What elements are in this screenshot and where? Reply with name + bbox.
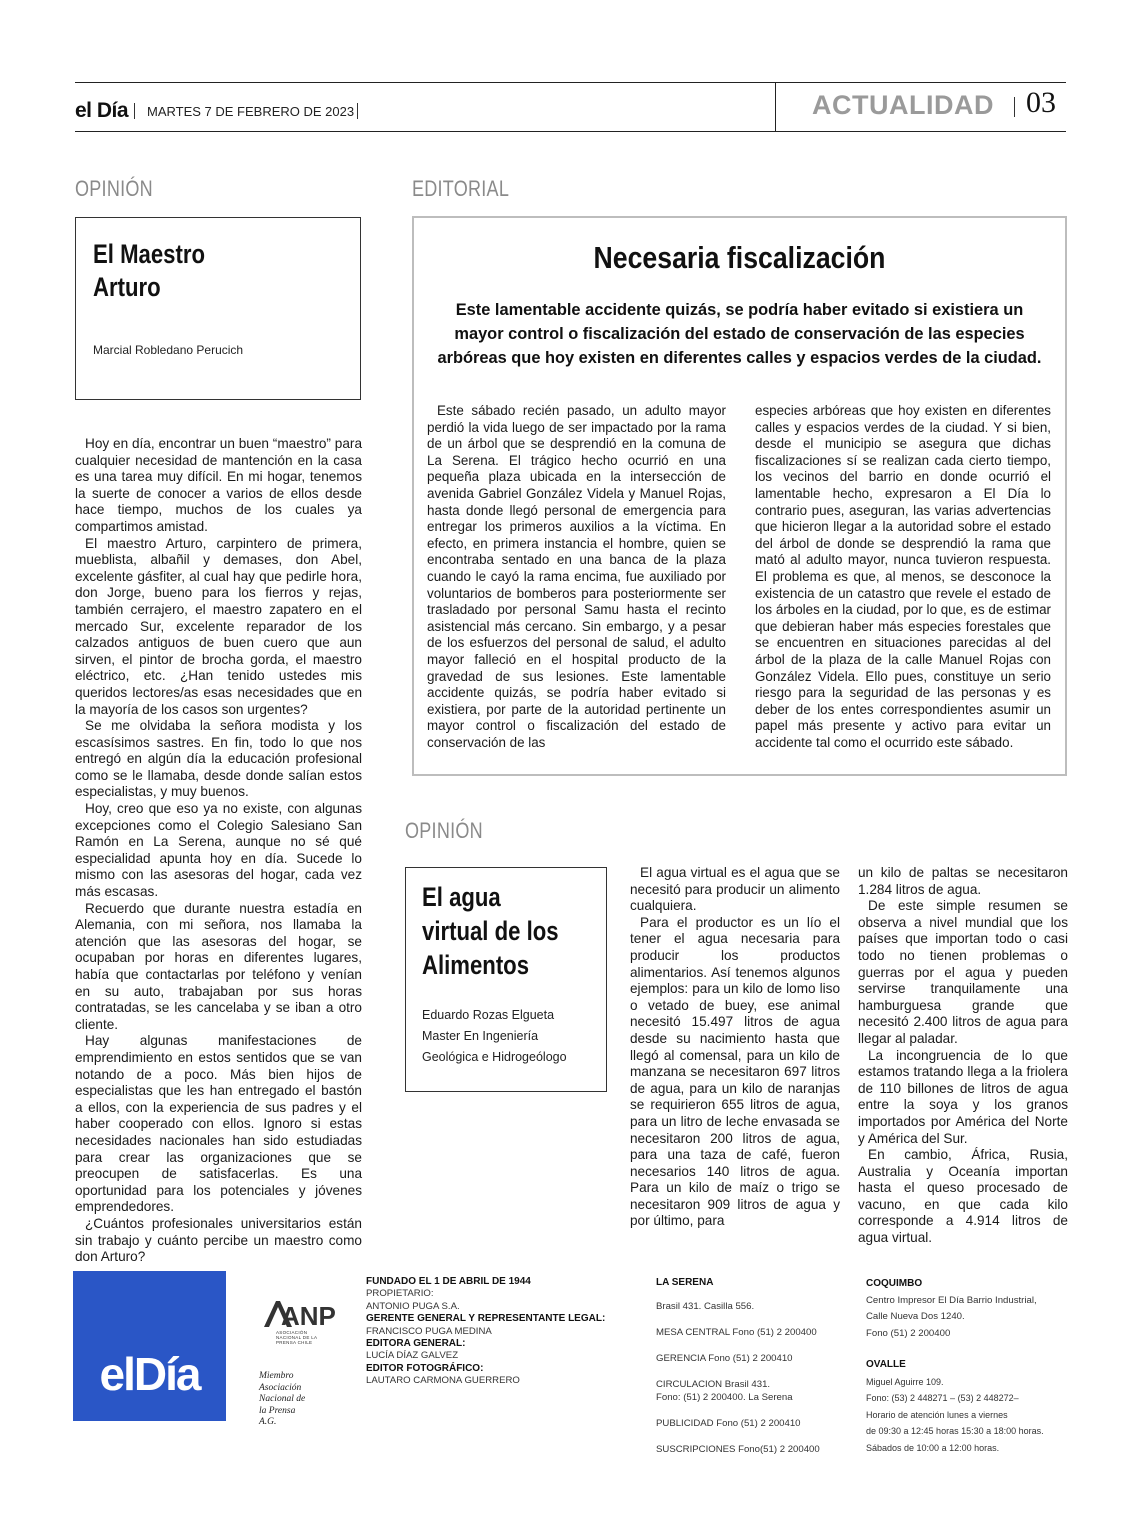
paragraph: Hay algunas manifestaciones de emprendimiento en estos sentidos que se van notando de a poco. Más bien hijos de especialistas que les han entregado el bastón a ellos, con la experiencia de sus padres y el haber cooperado con ellos. Ignoro si estas necesidades nacionales han sido estudiadas para crear las organizaciones que se preocupen de satisfacerlas. Es una oportunidad para los potenciales y jóvenes emprendedores. xyxy=(75,1033,362,1215)
header-bottom-rule xyxy=(75,131,1066,132)
opinion-body xyxy=(75,436,362,1266)
anp-logo xyxy=(262,1297,336,1354)
anp-membership: Miembro Asociación Nacional de la Prensa A.G. xyxy=(259,1371,306,1427)
editorial-title: Necesaria fiscalización xyxy=(593,240,886,275)
paragraph: El agua virtual es el agua que se necesitó para producir un alimento cualquiera. xyxy=(630,865,840,914)
paragraph: De este simple resumen se observa a nivel mundial que los países que importan todo o casi todo no tienen problemas o guerras por el agua y pueden servirse tranquilamente una hamburguesa grande que necesitó 2.400 litros de agua para llegar al paladar. xyxy=(858,898,1068,1046)
paragraph: un kilo de paltas se necesitaron 1.284 litros de agua. xyxy=(858,865,1068,897)
masthead-logo[interactable]: el Día xyxy=(75,99,129,122)
opinion2-column-1 xyxy=(630,865,840,1230)
opinion-title-box xyxy=(405,867,607,1092)
paragraph: Hoy en día, encontrar un buen “maestro” para cualquier necesidad de mantención en la casa es una tarea muy difícil. En mi hogar, tenemos la suerte de conocer a varios de ellos desde hace tiempo, muchos de los cuales ya compartimos amistad. xyxy=(75,436,362,534)
opinion-title-box xyxy=(75,217,361,400)
editorial-column-1 xyxy=(427,403,726,751)
author-byline: Marcial Robledano Perucich xyxy=(93,343,244,357)
office-coquimbo: COQUIMBO Centro Impresor El Día Barrio Industrial, Calle Nueva Dos 1240. Fono (51) 2 200400 xyxy=(866,1278,1037,1339)
opinion-kicker: OPINIÓN xyxy=(405,818,483,843)
paragraph: Recuerdo que durante nuestra estadía en Alemania, con mi señora, nos llamaba la atención que las asesoras del hogar, se ocupaban por horas en diferentes lugares, había que contactarlas por teléfono y venían en su auto, trabajaban por sus horas contratadas, se les cancelaba y se iban a otro cliente. xyxy=(75,900,362,1032)
page-number: 03 xyxy=(1026,86,1056,119)
paragraph: Este sábado recién pasado, un adulto mayor perdió la vida luego de ser impactado por la rama de un árbol que se desprendió en la comuna de La Serena. El trágico hecho ocurrió en una pequeña plaza ubicada en la intersección de avenida Gabriel González Videla y Manuel Rojas, hasta donde llegó personal de emergencia para entregar los primeros auxilios a la víctima. En efecto, en primera instancia el hombre, quien se encontraba sentado en una banca de la plaza cuando le cayó la rama encima, fue auxiliado por voluntarios de bomberos para posteriormente ser trasladado por personal Samu hasta el recinto asistencial más cercano. Sin embargo, y a pesar de los esfuerzos del personal de salud, el adulto mayor falleció en el hospital producto de la gravedad de sus lesiones. Este lamentable accidente quizás, se podría haber evitado si existiera, por parte de la autoridad pertinente un mayor control o fiscalización del estado de conservación de las xyxy=(427,403,726,750)
article-title: El Maestro Arturo xyxy=(93,239,205,302)
paragraph: Se me olvidaba la señora modista y los escasísimos sastres. En fin, todo lo que nos entregó en algún día la educación profesional como se le llamaba, desde donde salían estos especialistas, y muy buenos. xyxy=(75,718,362,800)
opinion-kicker: OPINIÓN xyxy=(75,176,153,201)
paragraph: La incongruencia de lo que estamos tratando llega a la friolera de 110 billones de litros de agua entre la soya y los granos importados por América del Norte y América del Sur. xyxy=(858,1047,1068,1146)
issue-date: MARTES 7 DE FEBRERO DE 2023 xyxy=(147,104,355,119)
header-divider xyxy=(134,103,135,119)
header-top-rule xyxy=(75,82,1066,83)
paragraph: El maestro Arturo, carpintero de primera, mueblista, albañil y demases, don Abel, excelente gásfiter, al cual hay que pedirle hora, don Jorge, bueno para los fierros y rejas, también cerrajero, el maestro zapatero en el mercado Sur, excelente reparador de los calzados antiguos de buen cuero que aun sirven, el pintor de brocha gorda, el maestro eléctrico, etc. ¿Han tenido ustedes mis queridos lectores/as esas necesidades que en la mayoría de los casos son urgentes? xyxy=(75,535,362,717)
logo-text: elDía xyxy=(99,1348,200,1400)
svg-text:ANP: ANP xyxy=(281,1301,336,1331)
editorial-column-2 xyxy=(755,403,1051,751)
header-divider xyxy=(775,82,776,132)
anp-subtitle: ASOCIACIÓN NACIONAL DE LA PRENSA CHILE xyxy=(276,1330,318,1345)
paragraph: Para el productor es un lío el tener el agua necesaria para producir los productos alimentarios. Así tenemos algunos ejemplos: para un kilo de lomo liso o vetado de buey, ese animal necesitó 15.497 litros de agua desde su nacimiento hasta que llegó al comensal, para un kilo de manzana se necesitaron 697 litros de agua, para un kilo de naranjas se requirieron 655 litros de agua, para un litro de leche envasada se necesitaron 200 litros de agua, para una taza de café, fueron necesarios 140 litros de agua. Para un kilo de maíz o trigo se necesitaron 909 litros de agua y por último, para xyxy=(630,914,840,1229)
article-title: El agua virtual de los Alimentos xyxy=(422,882,559,980)
office-la-serena: LA SERENA Brasil 431. Casilla 556. MESA CENTRAL Fono (51) 2 200400 GERENCIA Fono (51) 2 200410 CIRCULACION Brasil 431. Fono: (51) 2 200400. La Serena PUBLICIDAD Fono (51) 2 200410 SUSCRIPCIONES Fono(51) 2 200400 xyxy=(656,1277,820,1455)
paragraph: En cambio, África, Rusia, Australia y Oceanía importan hasta el queso procesado de vacuno, en que cada kilo corresponde a 4.914 litros de agua virtual. xyxy=(858,1147,1068,1246)
editorial-kicker: EDITORIAL xyxy=(412,176,510,201)
paragraph: ¿Cuántos profesionales universitarios están sin trabajo y cuánto percibe un maestro como don Arturo? xyxy=(75,1215,362,1265)
header-divider xyxy=(357,103,358,119)
author-byline: Eduardo Rozas Elgueta Master En Ingeniería Geológica e Hidrogeólogo xyxy=(422,1008,567,1064)
staff-credits: FUNDADO EL 1 DE ABRIL DE 1944 PROPIETARIO: ANTONIO PUGA S.A. GERENTE GENERAL Y REPRESENTANTE LEGAL: FRANCISCO PUGA MEDINA EDITORA GENERAL: LUCÍA DÍAZ GALVEZ EDITOR FOTOGRÁFICO: LAUTARO CARMONA GUERRERO xyxy=(366,1276,606,1387)
paragraph: especies arbóreas que hoy existen en diferentes calles y espacios verdes de la ciudad. Y si bien, desde el municipio se asegura que dichas fiscalizaciones sí se realizan cada cierto tiempo, los vecinos del barrio en donde ocurrió el lamentable hecho, expresaron a El Día lo contrario pues, aseguran, las varias advertencias que hicieron llegar a la autoridad sobre el estado del árbol de donde se desprendió la rama que mató al adulto mayor, nunca tuvieron respuesta. El problema es que, al menos, se desconoce la existencia de un catastro que revele el estado de los árboles en la ciudad, por lo que, es de estimar que debieran haber más especies forestales que se encuentren en situaciones parecidas al del árbol de la plaza de la calle Manuel Rojas con González Videla. Ello pues, constituye un serio riesgo para la seguridad de las personas y es deber de los entes correspondientes asumir un papel más presente y activo para evitar un accidente tal como el ocurrido este sábado. xyxy=(755,403,1051,750)
section-name: ACTUALIDAD xyxy=(812,90,994,120)
paragraph: Hoy, creo que eso ya no existe, con algunas excepciones como el Colegio Salesiano San Ramón en La Serena, aunque no sé qué especialidad apunta hoy en día. Sucede lo mismo con las asesoras del hogar, cada vez más escasas. xyxy=(75,801,362,900)
editorial-lead: Este lamentable accidente quizás, se podría haber evitado si existiera un mayor control o fiscalización del estado de conservación de las especies arbóreas que hoy existen en diferentes calles y espacios verdes de la ciudad. xyxy=(437,301,1042,367)
header-divider xyxy=(1014,97,1015,117)
opinion2-column-2 xyxy=(858,865,1068,1247)
office-ovalle: OVALLE Miguel Aguirre 109. Fono: (53) 2 448271 – (53) 2 448272– Horario de atención lunes a viernes de 09:30 a 12:45 horas 15:30 a 18:00 horas. Sábados de 10:00 a 12:00 horas. xyxy=(866,1359,1044,1453)
newspaper-logo[interactable] xyxy=(73,1271,226,1421)
